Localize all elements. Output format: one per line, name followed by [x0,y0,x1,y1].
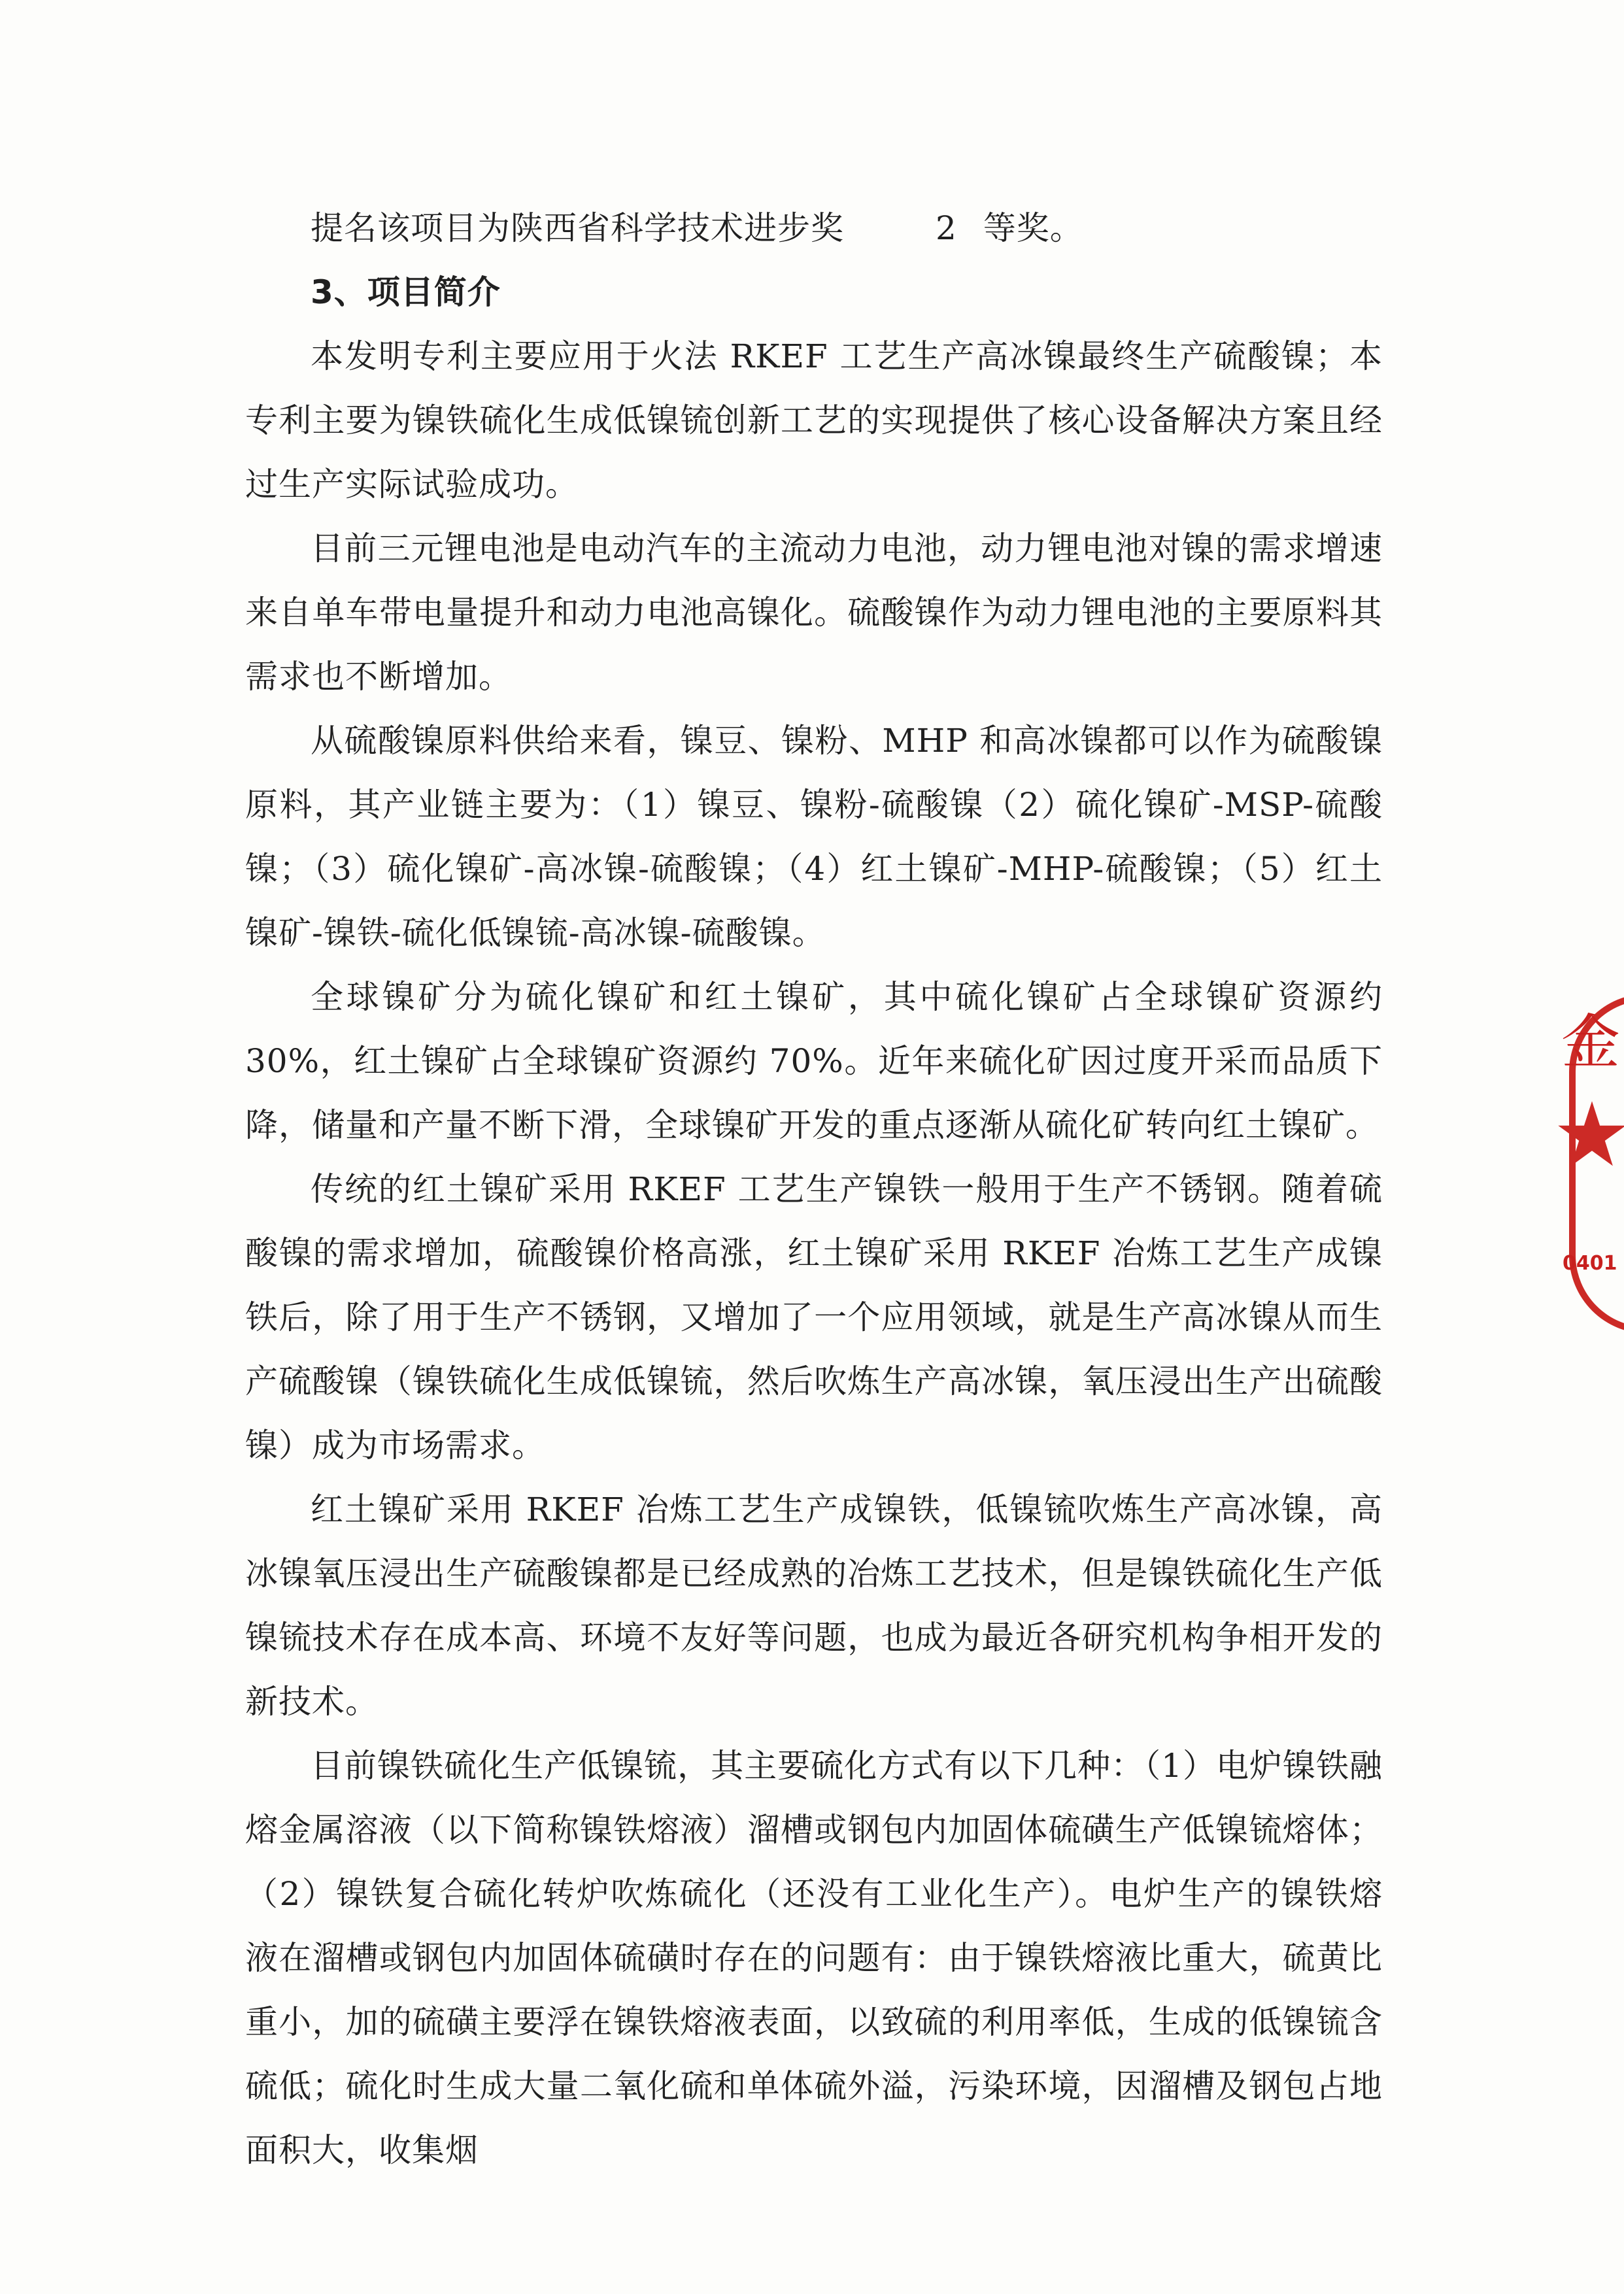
paragraph-sulfidation-methods: 目前镍铁硫化生产低镍锍，其主要硫化方式有以下几种：（1）电炉镍铁融熔金属溶液（以下简称镍铁熔液）溜槽或钢包内加固体硫磺生产低镍锍熔体；（2）镍铁复合硫化转炉吹炼硫化（还没有工业化生产）。电炉生产的镍铁熔液在溜槽或钢包内加固体硫磺时存在的问题有：由于镍铁熔液比重大，硫黄比重小，加的硫磺主要浮在镍铁熔液表面，以致硫的利用率低，生成的低镍锍含硫低；硫化时生成大量二氧化硫和单体硫外溢，污染环境，因溜槽及钢包占地面积大，收集烟 [245,1747,1383,2169]
official-seal-fragment [1549,994,1624,1334]
paragraph-rkef-process: 传统的红土镍矿采用 RKEF 工艺生产镍铁一般用于生产不锈钢。随着硫酸镍的需求增加，硫酸镍价格高涨，红土镍矿采用 RKEF 冶炼工艺生产成镍铁后，除了用于生产不锈钢，又增加了一个应用领域，就是生产高冰镍从而生产硫酸镍（镍铁硫化生成低镍锍，然后吹炼生产高冰镍，氧压浸出生产出硫酸镍）成为市场需求。 [245,1170,1383,1464]
seal-code: 0401 [1563,1252,1617,1275]
nomination-prefix: 提名该项目为陕西省科学技术进步奖 [311,209,844,247]
paragraph-lithium-battery-demand: 目前三元锂电池是电动汽车的主流动力电池，动力锂电池对镍的需求增速来自单车带电量提升和动力电池高镍化。硫酸镍作为动力锂电池的主要原料其需求也不断增加。 [245,530,1383,696]
section-heading: 3、项目简介 [311,273,501,311]
paragraph-global-nickel-ore: 全球镍矿分为硫化镍矿和红土镍矿，其中硫化镍矿占全球镍矿资源约 30%，红土镍矿占全球镍矿资源约 70%。近年来硫化矿因过度开采而品质下降，储量和产量不断下滑，全球镍矿开发的重点逐渐从硫化矿转向红土镍矿。 [245,978,1383,1144]
nomination-line [245,196,1383,260]
paragraph-patent-application: 本发明专利主要应用于火法 RKEF 工艺生产高冰镍最终生产硫酸镍；本专利主要为镍铁硫化生成低镍锍创新工艺的实现提供了核心设备解决方案且经过生产实际试验成功。 [245,337,1383,503]
nomination-suffix: 等奖。 [983,209,1083,247]
award-level: 2 [936,209,957,247]
paragraph-nickel-sulfate-supply: 从硫酸镍原料供给来看，镍豆、镍粉、MHP 和高冰镍都可以作为硫酸镍原料，其产业链主要为：（1）镍豆、镍粉-硫酸镍（2）硫化镍矿-MSP-硫酸镍；（3）硫化镍矿-高冰镍-硫酸镍；（4）红土镍矿-MHP-硫酸镍；（5）红土镍矿-镍铁-硫化低镍锍-高冰镍-硫酸镍。 [245,722,1383,952]
seal-character: 金 [1561,1008,1620,1077]
document-body [245,196,1383,2182]
paragraph-mature-technology: 红土镍矿采用 RKEF 冶炼工艺生产成镍铁，低镍锍吹炼生产高冰镍，高冰镍氧压浸出生产硫酸镍都是已经成熟的冶炼工艺技术，但是镍铁硫化生产低镍锍技术存在成本高、环境不友好等问题，也成为最近各研究机构争相开发的新技术。 [245,1491,1383,1721]
seal-star-icon [1556,1098,1624,1170]
